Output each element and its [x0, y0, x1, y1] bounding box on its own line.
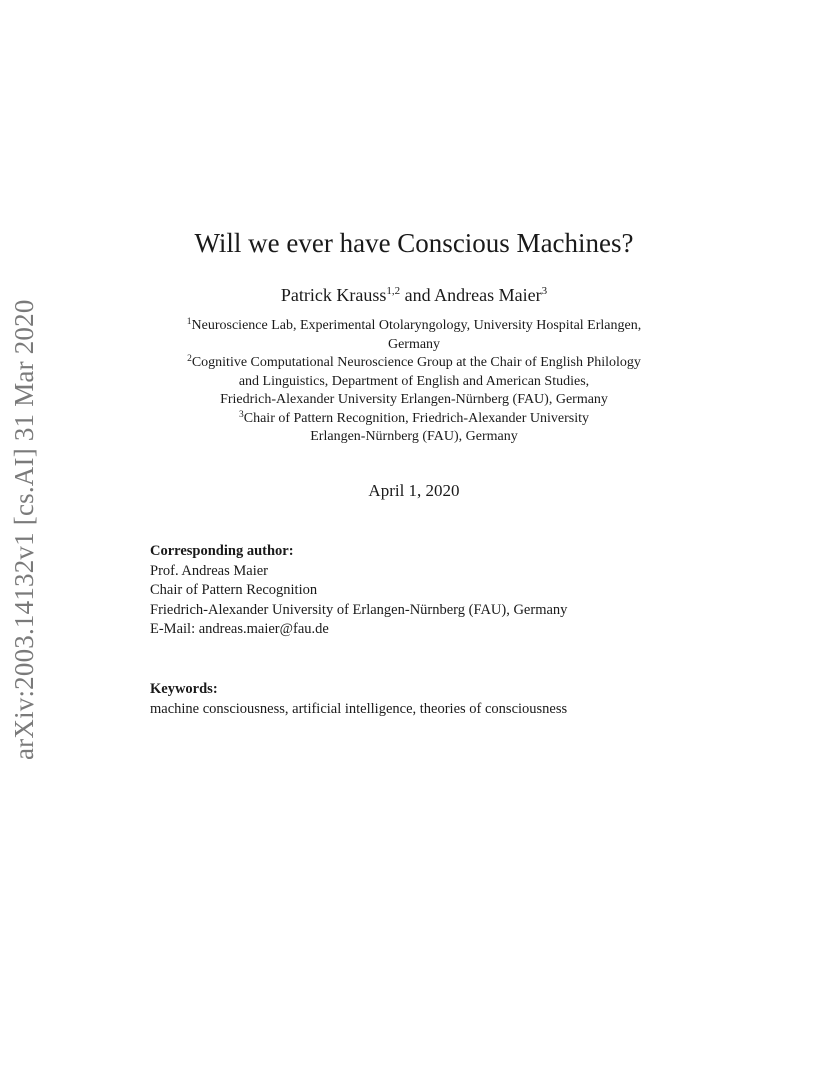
keywords-section [150, 680, 750, 719]
affiliation-line: Erlangen-Nürnberg (FAU), Germany [310, 429, 518, 444]
corresponding-author-chair: Chair of Pattern Recognition [150, 582, 318, 598]
author-affiliation-marker: 3 [541, 285, 548, 297]
author-name: Patrick Krauss [280, 285, 387, 305]
affiliation-marker: 2 [187, 354, 192, 364]
affiliation-line: Friedrich-Alexander University Erlangen-Nürnberg (FAU), Germany [220, 392, 608, 407]
affiliation-line: and Linguistics, Department of English and American Studies, [238, 373, 590, 389]
affiliations-block [0, 317, 828, 447]
affiliation-text: Neuroscience Lab, Experimental Otolaryngology, University Hospital Erlangen, [191, 318, 642, 333]
affiliation-line [0, 317, 828, 336]
affiliation-text: Cognitive Computational Neuroscience Group at the Chair of English Philology [191, 355, 641, 370]
corresponding-author-section [150, 542, 750, 640]
affiliation-line: Germany [387, 336, 441, 352]
author-conjunction: and [404, 285, 431, 305]
affiliation-marker: 1 [186, 317, 192, 327]
keywords-heading: Keywords: [150, 681, 218, 697]
arxiv-identifier-stamp: arXiv:2003.14132v1 [cs.AI] 31 Mar 2020 [9, 299, 39, 760]
affiliation-line [0, 354, 828, 373]
author-affiliation-marker: 1,2 [386, 285, 401, 297]
author-list [0, 285, 828, 306]
author-name: Andreas Maier [434, 285, 542, 305]
corresponding-author-heading: Corresponding author: [150, 543, 294, 559]
corresponding-author-name: Prof. Andreas Maier [150, 562, 268, 579]
publication-date: April 1, 2020 [368, 481, 460, 500]
paper-title: Will we ever have Conscious Machines? [194, 228, 634, 258]
corresponding-author-university: Friedrich-Alexander University of Erlangen-Nürnberg (FAU), Germany [150, 601, 568, 618]
corresponding-author-email: E-Mail: andreas.maier@fau.de [150, 621, 329, 637]
affiliation-marker: 3 [239, 409, 244, 420]
keywords-list: machine consciousness, artificial intelligence, theories of consciousness [150, 700, 568, 717]
affiliation-text: Chair of Pattern Recognition, Friedrich-Alexander University [243, 410, 589, 426]
affiliation-line [0, 410, 828, 429]
